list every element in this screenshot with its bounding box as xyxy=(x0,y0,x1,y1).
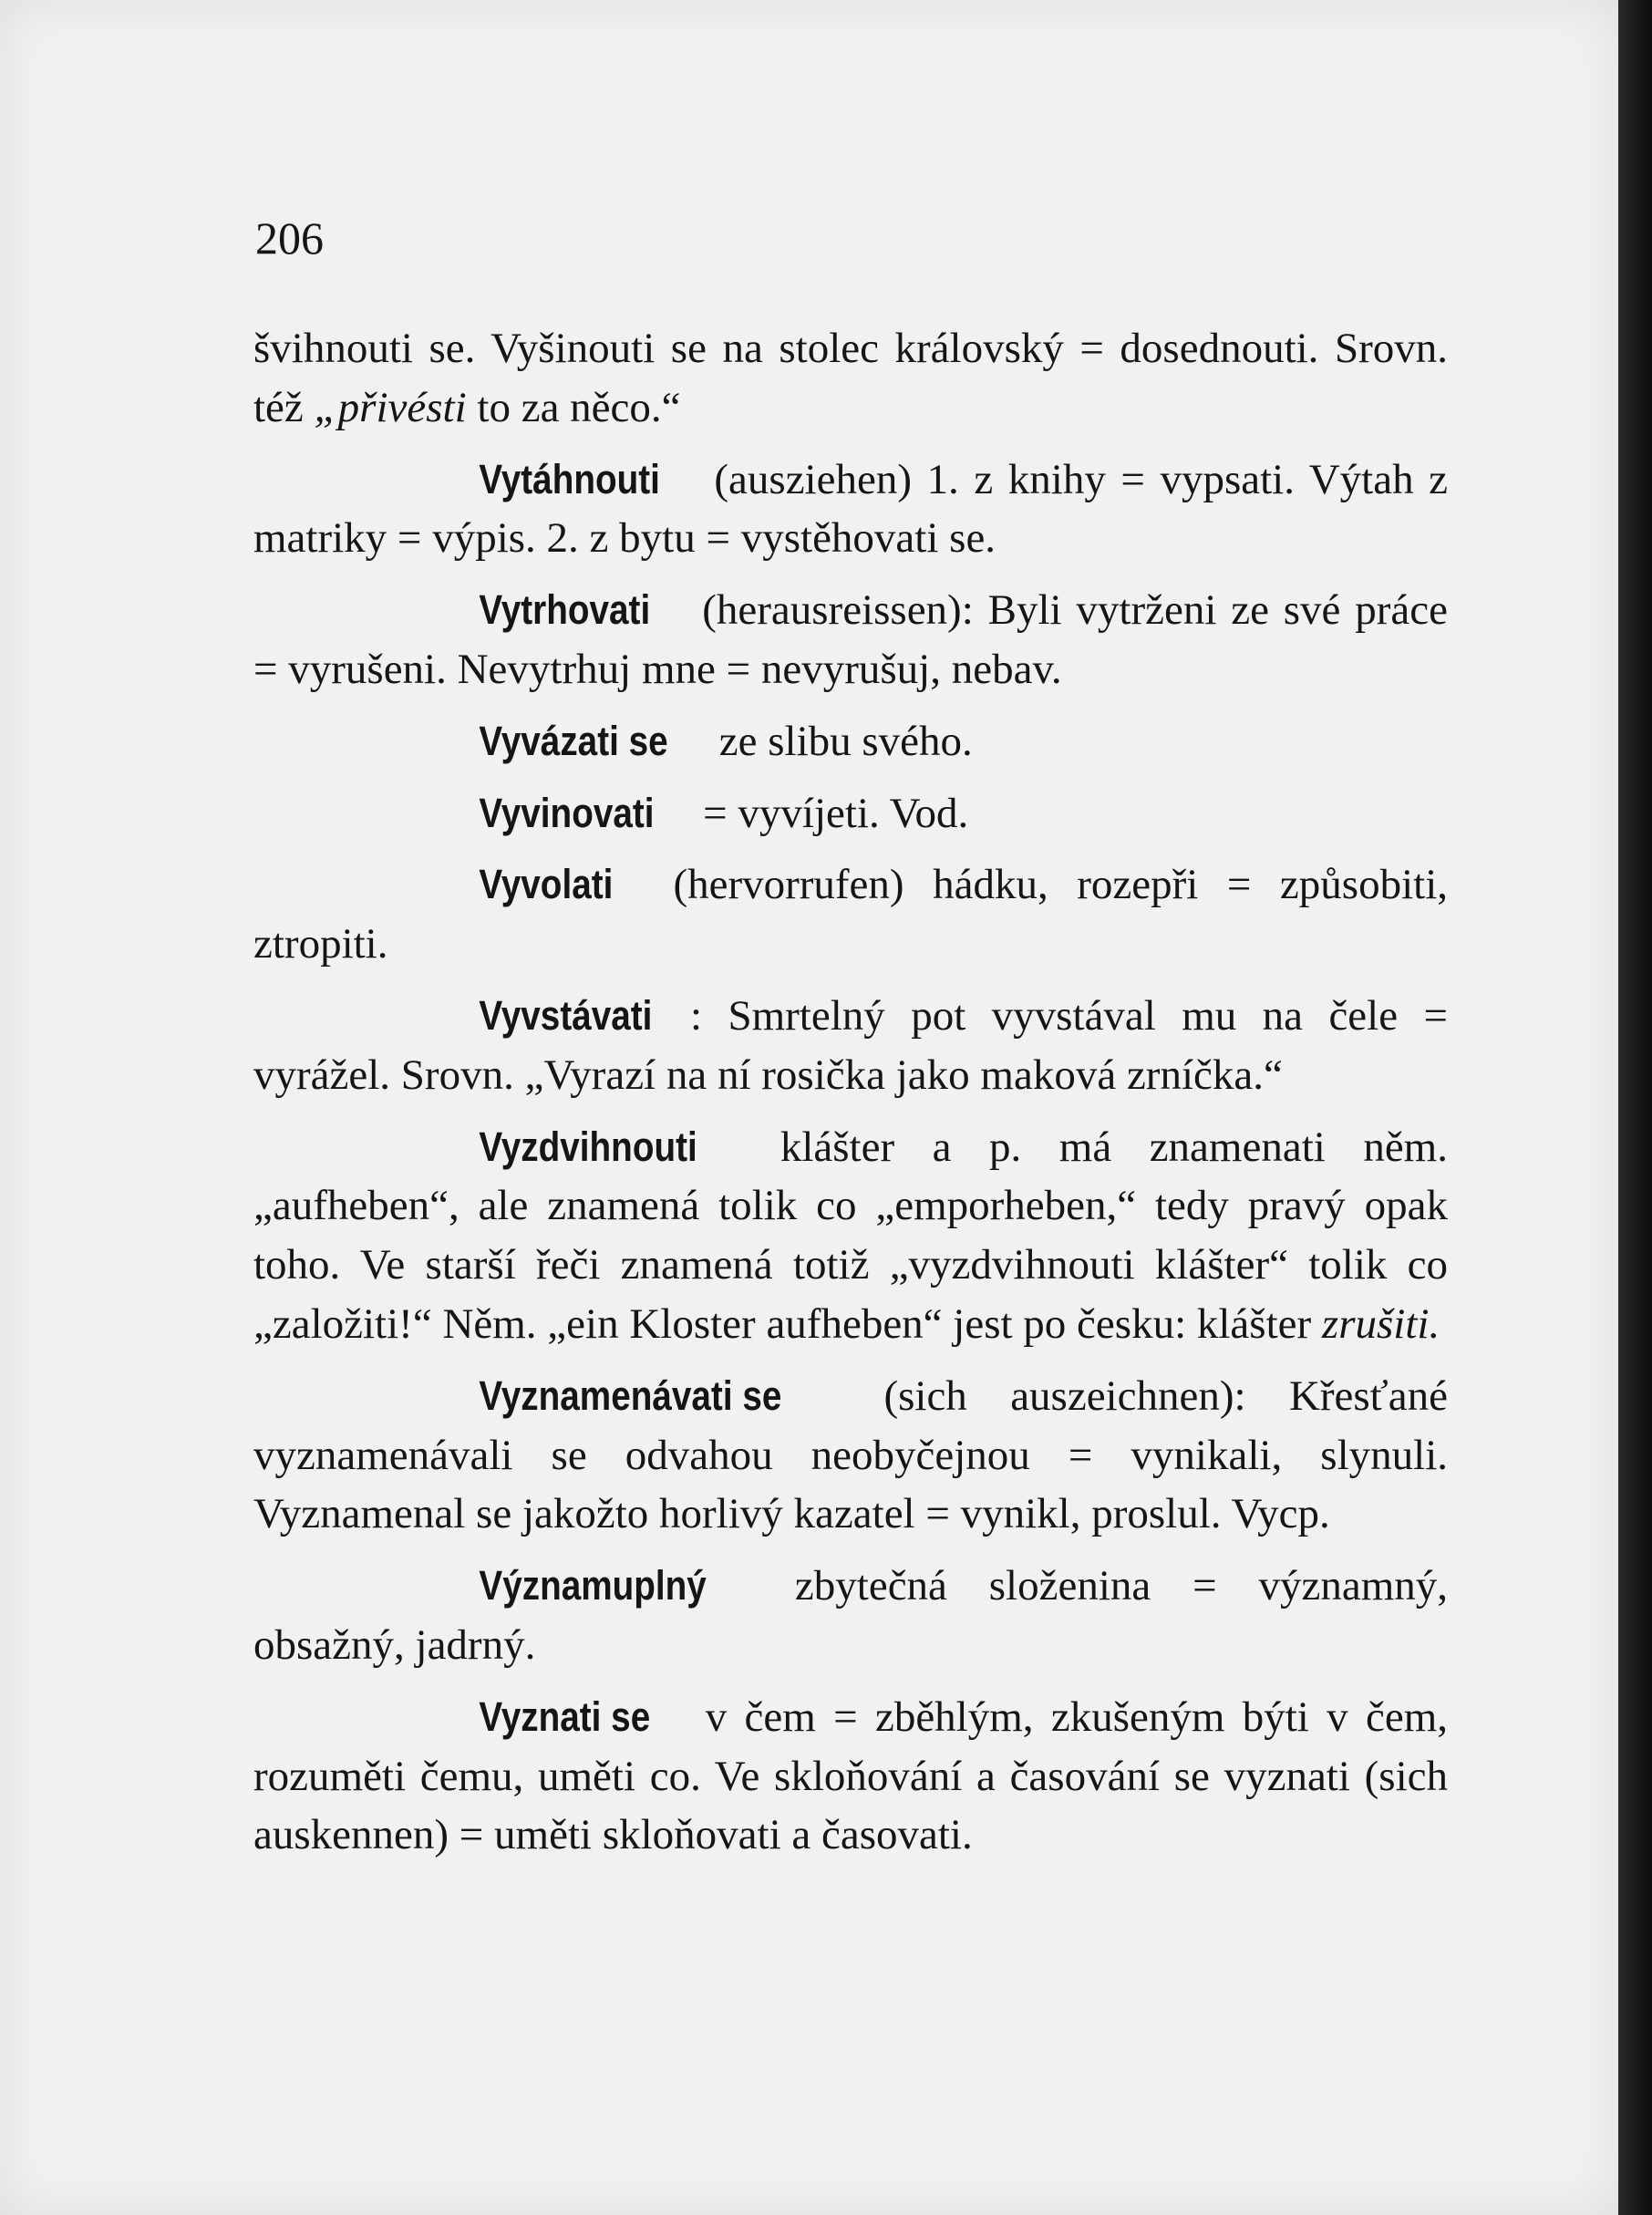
entry-text: v čem = zběhlým, zkušeným býti v čem, rozuměti čemu, uměti co. Ve skloňování a časování se vyznati (sich auskennen) = uměti skloňovati a časovati. xyxy=(253,1692,1448,1859)
dictionary-text xyxy=(253,319,1448,1878)
entry-text: = vyvíjeti. Vod. xyxy=(692,789,969,837)
entry-italic-text: „přivésti xyxy=(314,383,467,431)
dictionary-entry xyxy=(253,1688,1448,1865)
entry-headword: Vyvstávati xyxy=(479,991,653,1039)
dictionary-entry xyxy=(253,784,1448,844)
entry-text: švihnouti se. Vyšinouti se na stolec královský = dosednouti. Srovn. též xyxy=(253,325,1448,431)
dictionary-entry xyxy=(253,581,1448,699)
entry-text: ze slibu svého. xyxy=(708,717,973,765)
entry-text: to za něco.“ xyxy=(466,383,681,431)
entry-text: zbytečná složenina = významný, obsažný, jadrný. xyxy=(253,1562,1448,1669)
dictionary-entry xyxy=(253,450,1448,569)
entry-headword: Vyzdvihnouti xyxy=(479,1123,697,1170)
entry-headword: Významuplný xyxy=(479,1562,707,1609)
entry-headword: Vytrhovati xyxy=(479,586,651,634)
entry-text: (hervorrufen) hádku, rozepři = způsobiti, ztropiti. xyxy=(253,861,1448,968)
dictionary-entry xyxy=(253,1118,1448,1354)
dictionary-entry xyxy=(253,987,1448,1105)
entry-headword: Vyvolati xyxy=(479,861,614,908)
entry-text: klášter a p. má znamenati něm. „aufheben“, ale znamená tolik co „emporheben,“ tedy pravý opak toho. Ve starší řeči znamená totiž „vyzdvihnouti klášter“ tolik co „založiti!“ Něm. „ein Kloster aufheben“ jest po česku: klášter xyxy=(253,1123,1448,1348)
entry-headword: Vyznati se xyxy=(479,1692,651,1740)
entry-headword: Vytáhnouti xyxy=(479,455,660,502)
entry-text: (sich auszeichnen): Křesťané vyznamenávali se odvahou neobyčejnou = vynikali, slynuli. Vyznamenal se jakožto horlivý kazatel = vynikl, proslul. Vycp. xyxy=(253,1371,1448,1538)
dictionary-entry xyxy=(253,712,1448,771)
page-number: 206 xyxy=(255,212,324,264)
entry-text: : Smrtelný pot vyvstával mu na čele = vyrážel. Srovn. „Vyrazí na ní rosička jako maková zrníčka.“ xyxy=(253,991,1448,1099)
entry-headword: Vyvinovati xyxy=(479,789,655,836)
entry-text: (herausreissen): Byli vytrženi ze své práce = vyrušeni. Nevytrhuj mne = nevyrušuj, nebav. xyxy=(253,586,1448,693)
page-edge-shadow xyxy=(1618,0,1652,2215)
dictionary-entry xyxy=(253,855,1448,974)
entry-italic-text: zrušiti. xyxy=(1321,1299,1440,1348)
dictionary-entry xyxy=(253,1367,1448,1544)
entry-headword: Vyznamenávati se xyxy=(479,1371,782,1419)
entry-text: (ausziehen) 1. z knihy = vypsati. Výtah z matriky = výpis. 2. z bytu = vystěhovati se. xyxy=(253,455,1448,563)
entry-headword: Vyvázati se xyxy=(479,717,668,764)
dictionary-entry xyxy=(253,1557,1448,1675)
dictionary-entry xyxy=(253,319,1448,438)
